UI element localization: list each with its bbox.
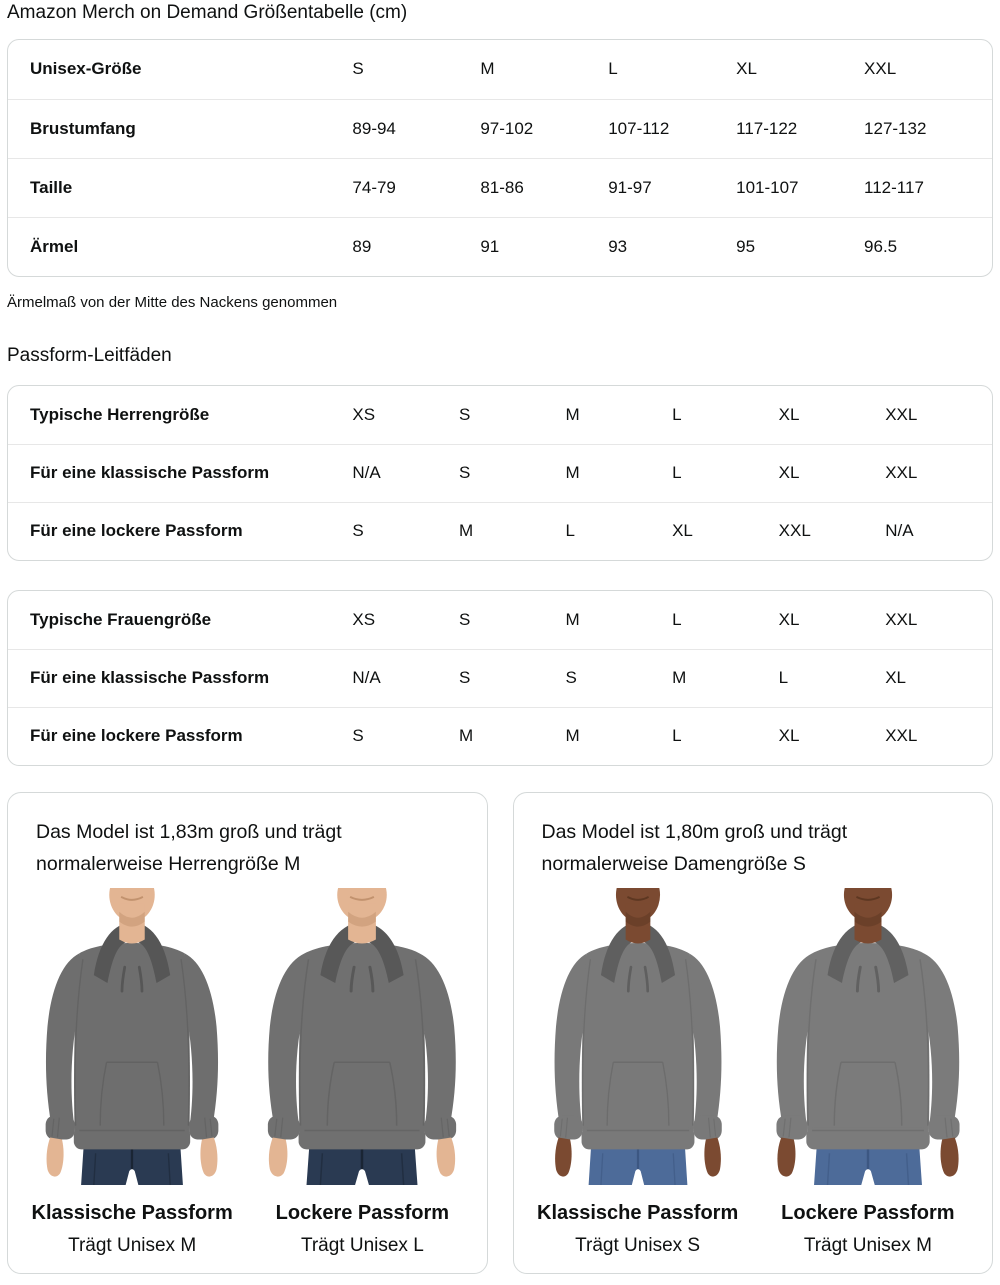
row-label: Für eine lockere Passform [8,502,352,560]
cell-value: L [608,59,618,79]
mens-fit-panel [7,385,993,561]
cell-value: M [565,404,580,424]
model-cards-row [7,792,993,1276]
cell-value: XXL [885,444,992,502]
cell-value: XS [352,609,376,629]
figure-caption [781,1185,954,1257]
cell-value: XL [885,649,992,707]
figures-row [526,888,981,1257]
cell-value: S [352,59,364,79]
cell-value: S [458,404,471,424]
cell-value: N/A [885,502,992,560]
womens-fit-panel [7,590,993,766]
mens-fit-table [8,386,992,560]
model-photo [756,888,980,1185]
size-label: Trägt Unisex L [300,1235,424,1256]
cell-value: S [459,649,566,707]
cell-value: N/A [352,444,459,502]
page-title: Amazon Merch on Demand Größentabelle (cm) [7,2,408,23]
cell-value: N/A [352,649,459,707]
row-label: Für eine lockere Passform [8,707,352,765]
figure-caption [32,1185,233,1257]
figure-loose-fit [756,888,980,1257]
cell-value: XXL [885,404,918,424]
cell-value: 74-79 [352,158,480,217]
fit-label: Klassische Passform [537,1202,739,1224]
cell-value: S [458,609,471,629]
size-table [8,40,992,276]
table-row [8,158,992,217]
figure-classic-fit [526,888,750,1257]
cell-value: 81-86 [480,158,608,217]
row-label: Ärmel [8,217,352,276]
cell-value: XXL [864,59,897,79]
cell-value: XS [352,404,376,424]
figure-caption [537,1185,738,1257]
cell-value: XXL [885,707,992,765]
cell-value: S [566,649,673,707]
cell-value: M [566,707,673,765]
table-row [8,707,992,765]
cell-value: M [566,444,673,502]
table-row [8,386,992,444]
row-label: Typische Herrengröße [30,404,210,424]
cell-value: 93 [608,217,736,276]
cell-value: 89-94 [352,99,480,158]
figure-caption [276,1185,449,1257]
row-label: Für eine klassische Passform [8,649,352,707]
card-description: Das Model ist 1,80m groß und trägt normalerweise Damengröße S [541,821,848,875]
table-row [8,444,992,502]
size-label: Trägt Unisex M [68,1235,197,1256]
mens-model-card [7,792,488,1274]
cell-value: 91 [480,217,608,276]
cell-value: 101-107 [736,158,864,217]
hoodie-model-graphic [541,888,735,1185]
cell-value: XL [779,444,886,502]
table-row [8,502,992,560]
cell-value: L [672,707,779,765]
figure-loose-fit [250,888,474,1257]
fit-label: Lockere Passform [781,1202,955,1224]
row-label: Für eine klassische Passform [8,444,352,502]
cell-value: 97-102 [480,99,608,158]
cell-value: S [352,502,459,560]
size-label: Trägt Unisex M [803,1235,932,1256]
cell-value: 95 [736,217,864,276]
table-row [8,591,992,649]
cell-value: XL [779,707,886,765]
hoodie-model-graphic [253,888,471,1185]
table-row [8,217,992,276]
table-row [8,40,992,99]
cell-value: XL [778,609,800,629]
figures-row [20,888,475,1257]
cell-value: 96.5 [864,217,992,276]
cell-value: 117-122 [736,99,864,158]
cell-value: M [565,609,580,629]
row-label: Unisex-Größe [30,59,142,79]
cell-value: S [459,444,566,502]
cell-value: L [672,444,779,502]
cell-value: XXL [885,609,918,629]
table-row [8,649,992,707]
cell-value: M [459,707,566,765]
womens-model-card [513,792,994,1274]
hoodie-model-graphic [762,888,974,1185]
figure-classic-fit [20,888,244,1257]
hoodie-model-graphic [32,888,232,1185]
fit-guides-heading: Passform-Leitfäden [7,345,172,366]
card-description: Das Model ist 1,83m groß und trägt normalerweise Herrengröße M [36,821,342,875]
table-row [8,99,992,158]
cell-value: L [566,502,673,560]
cell-value: 112-117 [864,158,992,217]
womens-fit-table [8,591,992,765]
cell-value: 89 [352,217,480,276]
row-label: Typische Frauengröße [30,609,212,629]
cell-value: 107-112 [608,99,736,158]
size-table-panel [7,39,993,277]
cell-value: S [352,707,459,765]
fit-label: Klassische Passform [31,1202,233,1224]
cell-value: M [480,59,495,79]
cell-value: XXL [779,502,886,560]
cell-value: M [459,502,566,560]
cell-value: XL [672,502,779,560]
model-photo [250,888,474,1185]
sleeve-measure-note: Ärmelmaß von der Mitte des Nackens genommen [7,294,338,311]
cell-value: 91-97 [608,158,736,217]
cell-value: L [672,609,682,629]
cell-value: L [779,649,886,707]
size-label: Trägt Unisex S [575,1235,701,1256]
cell-value: L [672,404,682,424]
model-photo [526,888,750,1185]
row-label: Taille [8,158,352,217]
model-photo [20,888,244,1185]
fit-label: Lockere Passform [275,1202,450,1224]
cell-value: 127-132 [864,99,992,158]
row-label: Brustumfang [8,99,352,158]
cell-value: XL [736,59,757,79]
cell-value: XL [778,404,800,424]
cell-value: M [672,649,779,707]
